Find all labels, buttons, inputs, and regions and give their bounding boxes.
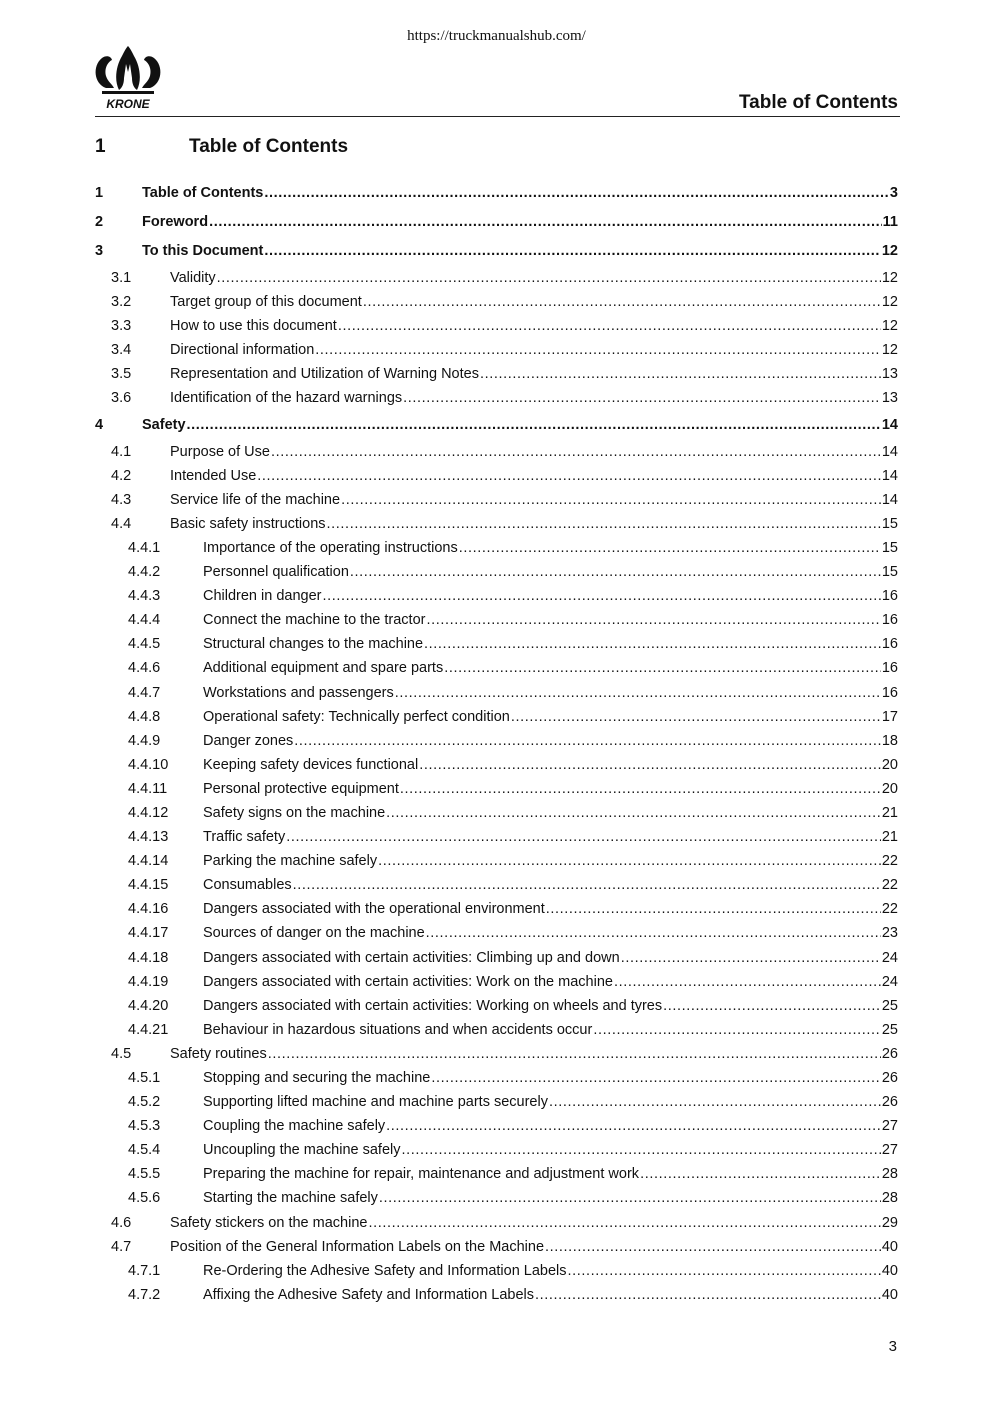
toc-entry-number: 4.4.6 [128,660,161,677]
toc-entry-title: Safety stickers on the machine [170,1214,368,1231]
toc-entry[interactable] [95,970,898,994]
toc-entry[interactable] [95,338,898,362]
toc-entry-number: 4 [95,416,104,433]
toc-entry-number: 4.5.2 [128,1094,161,1111]
toc-entry-number: 4.4.12 [128,804,169,821]
toc-entry-number: 4.5.4 [128,1142,161,1159]
toc-entry-page: 13 [881,390,898,407]
toc-entry-title: Behaviour in hazardous situations and when accidents occur [203,1021,593,1038]
dot-leader [209,208,882,237]
dot-leader [480,362,881,386]
table-of-contents [95,179,898,1307]
toc-entry-title: Target group of this document [170,294,362,311]
toc-entry-number: 4.7.1 [128,1262,161,1279]
toc-entry[interactable] [95,1235,898,1259]
toc-entry-page: 12 [881,294,898,311]
toc-entry-page: 16 [881,660,898,677]
dot-leader [400,777,881,801]
toc-entry[interactable] [95,632,898,656]
toc-entry-title: Supporting lifted machine and machine parts securely [203,1094,548,1111]
dot-leader [614,970,881,994]
toc-entry-page: 27 [881,1142,898,1159]
toc-entry[interactable] [95,512,898,536]
toc-entry-number: 4.4.7 [128,684,161,701]
toc-entry-title: Affixing the Adhesive Safety and Information Labels [203,1286,535,1303]
toc-entry-number: 1 [95,185,104,201]
toc-entry-title: Parking the machine safely [203,853,378,870]
toc-entry-title: Safety routines [170,1045,267,1062]
dot-leader [424,632,881,656]
toc-entry-number: 3.2 [111,294,132,311]
chapter-number: 1 [95,136,106,157]
toc-entry-page: 16 [881,588,898,605]
toc-entry-page: 16 [881,636,898,653]
toc-entry-page: 11 [882,214,898,230]
dot-leader [444,656,881,680]
toc-entry[interactable] [95,729,898,753]
toc-entry-title: Intended Use [170,467,257,484]
dot-leader [401,1138,880,1162]
toc-entry-number: 4.4.9 [128,732,161,749]
dot-leader [379,1186,881,1210]
dot-leader [293,873,881,897]
toc-entry[interactable] [95,1259,898,1283]
toc-entry-number: 4.4.18 [128,949,169,966]
toc-entry-number: 4.4.20 [128,997,169,1014]
toc-entry[interactable] [95,290,898,314]
toc-entry-page: 24 [881,949,898,966]
page-number: 3 [888,1338,897,1355]
toc-entry-number: 4.7 [111,1238,132,1255]
toc-entry-title: Keeping safety devices functional [203,756,419,773]
dot-leader [323,584,881,608]
toc-entry-page: 21 [881,829,898,846]
toc-entry-title: Representation and Utilization of Warning Notes [170,366,479,383]
toc-entry-page: 27 [881,1118,898,1135]
toc-entry-title: Connect the machine to the tractor [203,612,426,629]
toc-entry-page: 24 [881,973,898,990]
toc-entry-page: 22 [881,877,898,894]
toc-entry-title: Re-Ordering the Adhesive Safety and Information Labels [203,1262,567,1279]
toc-entry-page: 12 [881,318,898,335]
dot-leader [268,1042,881,1066]
toc-entry-page: 3 [889,185,898,201]
toc-entry-number: 4.6 [111,1214,132,1231]
toc-entry-number: 4.4.11 [128,780,168,797]
toc-entry-page: 22 [881,853,898,870]
toc-entry[interactable] [95,897,898,921]
toc-entry-title: Structural changes to the machine [203,636,424,653]
toc-entry-page: 26 [881,1045,898,1062]
toc-entry-number: 3.3 [111,318,132,335]
toc-entry-page: 20 [881,780,898,797]
toc-entry-title: Coupling the machine safely [203,1118,386,1135]
toc-entry-number: 4.4.1 [128,539,161,556]
toc-entry[interactable] [95,1162,898,1186]
toc-entry[interactable] [95,1186,898,1210]
toc-entry-title: Consumables [203,877,292,894]
krone-logo [92,44,164,112]
toc-entry[interactable] [95,994,898,1018]
toc-entry-page: 23 [881,925,898,942]
toc-entry[interactable] [95,921,898,945]
chapter-title: Table of Contents [189,136,349,157]
toc-entry-page: 18 [881,732,898,749]
toc-entry-title: Dangers associated with certain activities: Climbing up and down [203,949,620,966]
toc-entry-page: 15 [881,564,898,581]
dot-leader [378,849,881,873]
toc-entry-page: 15 [881,539,898,556]
toc-entry[interactable] [95,536,898,560]
dot-leader [535,1283,881,1307]
toc-entry-title: Danger zones [203,732,294,749]
toc-entry-title: Identification of the hazard warnings [170,390,403,407]
toc-entry[interactable] [95,753,898,777]
dot-leader [386,1114,881,1138]
logo-text: KRONE [106,97,150,111]
dot-leader [271,440,881,464]
toc-entry-page: 12 [881,342,898,359]
toc-entry-title: Personal protective equipment [203,780,399,797]
dot-leader [426,921,881,945]
dot-leader [264,237,880,266]
toc-entry-number: 4.7.2 [128,1286,161,1303]
header-divider [95,116,900,117]
dot-leader [315,338,881,362]
toc-entry-title: Position of the General Information Labels on the Machine [170,1238,545,1255]
dot-leader [549,1090,881,1114]
toc-entry[interactable] [95,266,898,290]
toc-entry-number: 4.3 [111,491,132,508]
dot-leader [217,266,881,290]
toc-entry-number: 4.5.3 [128,1118,161,1135]
toc-entry-number: 3.1 [111,270,132,286]
toc-entry-title: Children in danger [203,588,322,605]
dot-leader [294,729,881,753]
toc-entry[interactable] [95,1114,898,1138]
toc-entry-number: 4.4.10 [128,756,169,773]
toc-entry-page: 20 [881,756,898,773]
toc-entry[interactable] [95,777,898,801]
toc-entry-title: Starting the machine safely [203,1190,378,1207]
toc-entry-page: 40 [881,1238,898,1255]
dot-leader [568,1259,881,1283]
toc-entry-page: 12 [881,243,898,259]
toc-entry-title: Sources of danger on the machine [203,925,425,942]
toc-entry-title: Additional equipment and spare parts [203,660,444,677]
toc-entry-number: 3.6 [111,390,132,407]
dot-leader [621,946,881,970]
source-url[interactable]: https://truckmanualshub.com/ [407,28,586,44]
dot-leader [403,386,881,410]
toc-entry-page: 21 [881,804,898,821]
toc-entry-number: 4.4.13 [128,829,169,846]
toc-entry-title: Dangers associated with the operational environment [203,901,545,918]
toc-entry-title: Table of Contents [142,185,264,201]
toc-entry[interactable] [95,488,898,512]
toc-entry[interactable] [95,873,898,897]
toc-entry-number: 3.4 [111,342,132,359]
toc-entry-title: Foreword [142,214,209,230]
toc-entry-title: Preparing the machine for repair, maintenance and adjustment work [203,1166,640,1183]
toc-entry-number: 4.2 [111,467,132,484]
dot-leader [187,411,881,440]
toc-entry-page: 40 [881,1262,898,1279]
toc-entry-page: 40 [881,1286,898,1303]
toc-entry-title: Workstations and passengers [203,684,394,701]
toc-entry-title: To this Document [142,243,264,259]
toc-entry-number: 2 [95,214,104,230]
toc-entry-number: 4.1 [111,443,132,460]
toc-entry-page: 25 [881,997,898,1014]
toc-entry-number: 4.4.4 [128,612,161,629]
toc-entry-number: 4.4.8 [128,708,161,725]
toc-entry-title: Importance of the operating instructions [203,539,458,556]
toc-entry-title: Stopping and securing the machine [203,1070,431,1086]
dot-leader [327,512,881,536]
toc-entry-page: 14 [881,443,898,460]
toc-entry[interactable] [95,440,898,464]
toc-entry[interactable] [95,825,898,849]
toc-entry[interactable] [95,584,898,608]
dot-leader [640,1162,881,1186]
dot-leader [264,179,889,208]
toc-entry[interactable] [95,237,898,266]
toc-entry-title: Safety [142,416,186,433]
dot-leader [363,290,881,314]
toc-entry-title: Dangers associated with certain activities: Work on the machine [203,973,613,990]
toc-entry-number: 4.4.14 [128,853,169,870]
dot-leader [419,753,881,777]
toc-entry-number: 4.4.3 [128,588,161,605]
toc-entry-number: 4.4.19 [128,973,169,990]
toc-entry[interactable] [95,656,898,680]
toc-entry[interactable] [95,1090,898,1114]
toc-entry-title: How to use this document [170,318,337,335]
toc-entry-title: Directional information [170,342,315,359]
toc-entry-page: 12 [881,270,898,286]
toc-entry-number: 4.5.6 [128,1190,161,1207]
toc-entry-number: 4.4.2 [128,564,161,581]
toc-entry[interactable] [95,362,898,386]
toc-entry-title: Operational safety: Technically perfect condition [203,708,510,725]
toc-entry[interactable] [95,386,898,410]
toc-entry-title: Purpose of Use [170,443,270,460]
toc-entry[interactable] [95,1066,898,1090]
toc-entry[interactable] [95,464,898,488]
toc-entry-page: 14 [881,416,898,433]
toc-entry-page: 14 [881,491,898,508]
toc-entry-number: 4.4.5 [128,636,161,653]
dot-leader [286,825,881,849]
dot-leader [368,1211,880,1235]
toc-entry-number: 4.4.17 [128,925,169,942]
toc-entry[interactable] [95,849,898,873]
toc-entry[interactable] [95,681,898,705]
toc-entry[interactable] [95,705,898,729]
toc-entry-title: Safety signs on the machine [203,804,386,821]
toc-entry[interactable] [95,1042,898,1066]
dot-leader [338,314,881,338]
toc-entry-title: Personnel qualification [203,564,349,581]
dot-leader [545,1235,881,1259]
dot-leader [593,1018,881,1042]
toc-entry-number: 3 [95,243,104,259]
chapter-heading [95,136,348,158]
toc-entry[interactable] [95,1018,898,1042]
toc-entry-number: 3.5 [111,366,132,383]
toc-entry-number: 4.5.1 [128,1070,161,1086]
toc-entry[interactable] [95,208,898,237]
toc-entry-number: 4.4.21 [128,1021,169,1038]
toc-entry-number: 4.4 [111,515,132,532]
toc-entry-page: 13 [881,366,898,383]
header-title: Table of Contents [738,92,898,113]
toc-entry-page: 25 [881,1021,898,1038]
toc-entry[interactable] [95,801,898,825]
toc-entry-page: 22 [881,901,898,918]
toc-entry[interactable] [95,1138,898,1162]
toc-entry[interactable] [95,608,898,632]
toc-entry-page: 15 [881,515,898,532]
toc-entry[interactable] [95,314,898,338]
dot-leader [257,464,881,488]
toc-entry[interactable] [95,179,898,208]
toc-entry-page: 16 [881,684,898,701]
toc-entry-page: 26 [881,1070,898,1086]
toc-entry-page: 16 [881,612,898,629]
dot-leader [546,897,881,921]
toc-entry[interactable] [95,411,898,440]
dot-leader [511,705,881,729]
toc-entry-title: Basic safety instructions [170,515,326,532]
toc-entry-number: 4.4.16 [128,901,169,918]
toc-entry[interactable] [95,946,898,970]
toc-entry-page: 17 [881,708,898,725]
dot-leader [386,801,881,825]
toc-entry-number: 4.5.5 [128,1166,161,1183]
toc-entry-number: 4.4.15 [128,877,169,894]
toc-entry-page: 28 [881,1166,898,1183]
toc-entry-title: Uncoupling the machine safely [203,1142,401,1159]
toc-entry[interactable] [95,1283,898,1307]
dot-leader [341,488,881,512]
toc-entry-number: 4.5 [111,1045,132,1062]
dot-leader [663,994,881,1018]
dot-leader [431,1066,881,1090]
toc-entry-page: 28 [881,1190,898,1207]
toc-entry-page: 14 [881,467,898,484]
toc-entry-title: Service life of the machine [170,491,341,508]
toc-entry[interactable] [95,560,898,584]
toc-entry-title: Traffic safety [203,829,286,846]
dot-leader [350,560,881,584]
toc-entry-title: Validity [170,270,216,286]
toc-entry-page: 29 [881,1214,898,1231]
dot-leader [426,608,880,632]
toc-entry-page: 26 [881,1094,898,1111]
dot-leader [459,536,881,560]
toc-entry[interactable] [95,1211,898,1235]
toc-entry-title: Dangers associated with certain activities: Working on wheels and tyres [203,997,663,1014]
dot-leader [395,681,881,705]
